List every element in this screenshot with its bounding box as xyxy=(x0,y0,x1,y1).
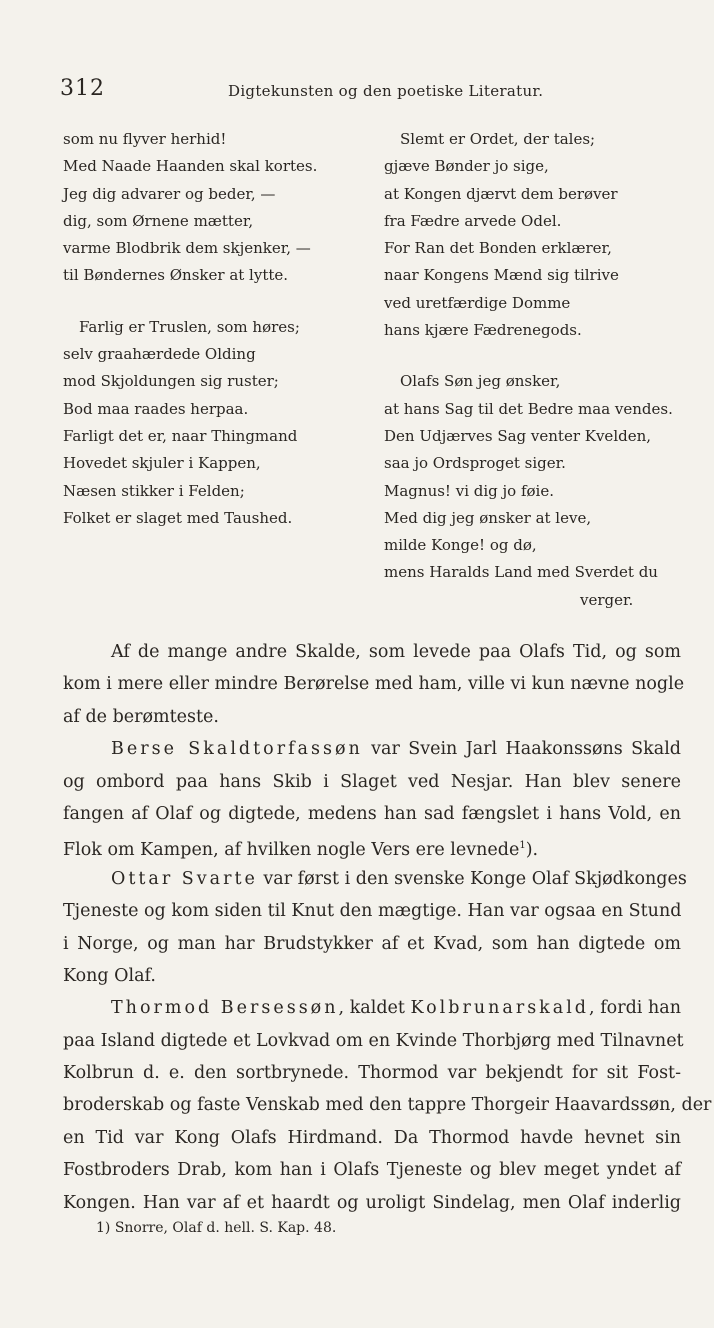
person-name: Thormod Bersessøn xyxy=(111,998,339,1019)
verse-line: Farlig er Truslen, som høres; xyxy=(79,317,300,336)
prose-line xyxy=(63,992,681,1024)
verse-line: Hovedet skjuler i Kappen, xyxy=(63,454,261,473)
verse-line: Jeg dig advarer og beder, — xyxy=(63,184,276,203)
verse-line: For Ran det Bonden erklærer, xyxy=(384,239,612,258)
verse-line: som nu flyver herhid! xyxy=(63,130,227,148)
verse-line: Den Udjærves Sag venter Kvelden, xyxy=(384,426,652,445)
verse-line: at Kongen djærvt dem berøver xyxy=(384,184,618,203)
person-name: Berse Skaldtorfassøn xyxy=(111,739,363,760)
prose-line: af de berømteste. xyxy=(63,706,219,727)
verse-line: Olafs Søn jeg ønsker, xyxy=(400,372,561,391)
poem-left-column xyxy=(63,126,363,532)
footnote xyxy=(96,1220,336,1236)
verse-line: milde Konge! og dø, xyxy=(384,536,537,555)
verse-line: mens Haralds Land med Sverdet du xyxy=(384,563,658,582)
prose-line: fangen af Olaf og digtede, medens han sad fængslet i hans Vold, en xyxy=(63,803,681,824)
verse-line: gjæve Bønder jo sige, xyxy=(384,157,549,176)
prose-text: , fordi han xyxy=(589,998,681,1019)
prose-text: , kaldet xyxy=(338,998,411,1019)
prose-line: Af de mange andre Skalde, som levede paa Olafs Tid, og som xyxy=(111,642,681,662)
verse-line: naar Kongens Mænd sig tilrive xyxy=(384,266,619,285)
prose-line: Kong Olaf. xyxy=(63,965,156,986)
verse-line: varme Blodbrik dem skjenker, — xyxy=(63,239,311,258)
verse-line: Magnus! vi dig jo føie. xyxy=(384,481,555,500)
prose-line xyxy=(63,863,687,895)
prose-line xyxy=(63,733,681,765)
stanza-gap xyxy=(63,290,363,314)
verse-line: Folket er slaget med Taushed. xyxy=(63,508,293,527)
prose-line: Kongen. Han var af et haardt og uroligt Sindelag, men Olaf inderlig xyxy=(63,1192,681,1213)
verse-line: Næsen stikker i Felden; xyxy=(63,481,245,500)
prose-line: Kolbrun d. e. den sortbrynede. Thormod var bekjendt for sit Fost- xyxy=(63,1063,681,1084)
verse-line: dig, som Ørnene mætter, xyxy=(63,211,254,230)
person-epithet: Kolbrunarskald xyxy=(410,998,590,1019)
prose-line: og ombord paa hans Skib i Slaget ved Nesjar. Han blev senere xyxy=(63,771,681,792)
prose-text: var først i den svenske Konge Olaf Skjødkonges xyxy=(257,868,687,889)
verse-line: saa jo Ordsproget siger. xyxy=(384,454,566,473)
verse-line: mod Skjoldungen sig ruster; xyxy=(63,372,279,391)
verse-line: til Bøndernes Ønsker at lytte. xyxy=(63,266,289,285)
prose-line: i Norge, og man har Brudstykker af et Kvad, som han digtede om xyxy=(63,933,681,954)
verse-line: fra Fædre arvede Odel. xyxy=(384,211,562,230)
stanza-gap xyxy=(384,344,684,368)
page-number: 312 xyxy=(60,76,105,101)
prose-line xyxy=(63,830,681,862)
prose-text: var Svein Jarl Haakonssøns Skald xyxy=(362,739,681,760)
prose-line: kom i mere eller mindre Berørelse med ham, ville vi kun nævne nogle xyxy=(63,674,685,695)
footnote-ref: 1 xyxy=(519,840,526,852)
verse-line: Slemt er Ordet, der tales; xyxy=(400,130,596,148)
verse-line: ved uretfærdige Domme xyxy=(384,293,571,312)
footnote-text: Snorre, Olaf d. hell. S. Kap. 48. xyxy=(110,1220,337,1236)
prose-body xyxy=(63,636,712,1219)
running-head: Digtekunsten og den poetiske Literatur. xyxy=(228,82,544,100)
verse-line: Med Naade Haanden skal kortes. xyxy=(63,157,318,176)
person-name: Ottar Svarte xyxy=(111,868,258,889)
prose-line: Tjeneste og kom siden til Knut den mægtige. Han var ogsaa en Stund xyxy=(63,901,682,922)
verse-line: Farligt det er, naar Thingmand xyxy=(63,426,298,445)
prose-line: broderskab og faste Venskab med den tappre Thorgeir Haavardssøn, der xyxy=(63,1095,712,1116)
prose-text: ). xyxy=(525,840,539,861)
verse-line: Med dig jeg ønsker at leve, xyxy=(384,508,592,527)
prose-line: paa Island digtede et Lovkvad om en Kvinde Thorbjørg med Tilnavnet xyxy=(63,1030,684,1051)
prose-line: en Tid var Kong Olafs Hirdmand. Da Thormod havde hevnet sin xyxy=(63,1127,681,1148)
prose-line: Fostbroders Drab, kom han i Olafs Tjeneste og blev meget yndet af xyxy=(63,1160,681,1181)
prose-text: Flok om Kampen, af hvilken nogle Vers ere levnede xyxy=(63,840,520,861)
poem-right-column xyxy=(384,126,684,614)
footnote-marker: 1) xyxy=(96,1220,111,1236)
verse-line-continuation: verger. xyxy=(580,590,634,609)
verse-line: at hans Sag til det Bedre maa vendes. xyxy=(384,399,673,418)
verse-line: selv graahærdede Olding xyxy=(63,345,256,364)
verse-line: Bod maa raades herpaa. xyxy=(63,399,249,418)
verse-line: hans kjære Fædrenegods. xyxy=(384,321,582,340)
